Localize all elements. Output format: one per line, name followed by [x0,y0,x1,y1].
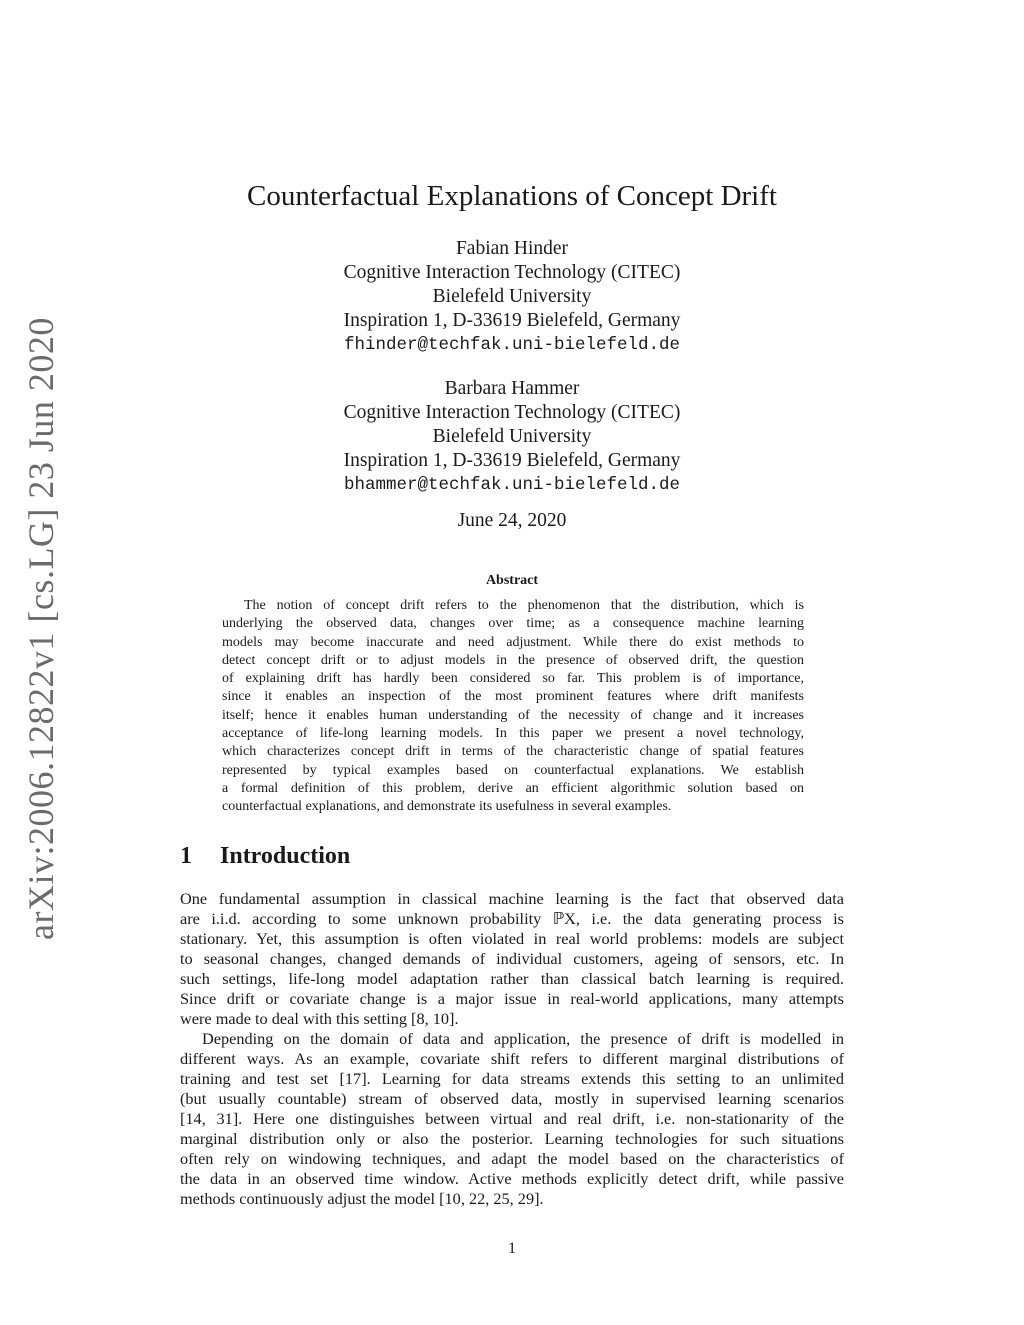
abstract-line: underlying the observed data, changes over time; as a consequence machine learning [222,616,804,632]
body-line: Since drift or covariate change is a major issue in real-world applications, many attempts [180,989,844,1008]
paper-title: Counterfactual Explanations of Concept Drift [247,180,777,212]
body-line: training and test set [17]. Learning for data streams extends this setting to an unlimited [180,1069,844,1088]
abstract-line: detect concept drift or to adjust models in the presence of observed drift, the question [222,652,804,668]
section-title: Introduction [220,843,351,869]
author-block-1 [0,237,1024,357]
abstract-line: which characterizes concept drift in terms of the characteristic change of spatial features [222,744,804,760]
abstract-body [222,597,804,817]
author-email: fhinder@techfak.uni-bielefeld.de [343,335,681,355]
section-number: 1 [180,843,192,869]
section-heading [180,843,350,870]
body-line: often rely on windowing techniques, and adapt the model based on the characteristics of [180,1149,844,1168]
author-university: Bielefeld University [432,286,592,307]
abstract-heading: Abstract [485,573,539,588]
abstract-line: The notion of concept drift refers to the phenomenon that the distribution, which is [244,598,804,613]
body-line: stationary. Yet, this assumption is often violated in real world problems: models are subject [180,929,844,948]
arxiv-identifier: arXiv:2006.12822v1 [cs.LG] 23 Jun 2020 [21,317,61,940]
body-line: to seasonal changes, changed demands of individual customers, ageing of sensors, etc. In [180,949,844,968]
abstract-line: represented by typical examples based on counterfactual explanations. We establish [222,762,804,778]
author-affiliation: Cognitive Interaction Technology (CITEC) [343,402,681,423]
body-line: different ways. As an example, covariate shift refers to different marginal distributions of [180,1049,844,1068]
abstract-line: since it enables an inspection of the most prominent features where drift manifests [222,689,804,705]
abstract-line: of explaining drift has hardly been considered so far. This problem is of importance, [222,671,804,687]
body-line: (but usually countable) stream of observed data, mostly in supervised learning scenarios [180,1089,844,1108]
publication-date: June 24, 2020 [457,510,567,531]
author-address: Inspiration 1, D-33619 Bielefeld, Germany [343,450,681,471]
body-line: Depending on the domain of data and application, the presence of drift is modelled in [202,1029,844,1048]
author-email: bhammer@techfak.uni-bielefeld.de [343,475,681,495]
body-line: were made to deal with this setting [8, 10]. [180,1009,459,1028]
author-affiliation: Cognitive Interaction Technology (CITEC) [343,262,681,283]
body-line: [14, 31]. Here one distinguishes between virtual and real drift, i.e. non-stationarity of the [180,1109,844,1128]
abstract-line: a formal definition of this problem, derive an efficient algorithmic solution based on [222,780,804,796]
introduction-body [180,889,844,1209]
author-block-2 [0,377,1024,497]
abstract-line: counterfactual explanations, and demonstrate its usefulness in several examples. [222,799,672,815]
body-line: such settings, life-long model adaptation rather than classical batch learning is required. [180,969,844,988]
author-name: Barbara Hammer [444,378,580,399]
author-address: Inspiration 1, D-33619 Bielefeld, Germany [343,310,681,331]
body-line: methods continuously adjust the model [10, 22, 25, 29]. [180,1189,544,1208]
abstract-line: acceptance of life-long learning models. In this paper we present a novel technology, [222,726,804,742]
abstract-line: models may become inaccurate and need adjustment. While there do exist methods to [222,634,804,650]
page-number: 1 [508,1240,516,1257]
body-line: marginal distribution only or also the posterior. Learning technologies for such situations [180,1129,844,1148]
abstract-line: itself; hence it enables human understanding of the necessity of change and it increases [222,707,804,723]
body-line: are i.i.d. according to some unknown probability ℙX, i.e. the data generating process is [180,909,844,928]
body-line: the data in an observed time window. Active methods explicitly detect drift, while passive [180,1169,844,1188]
body-line: One fundamental assumption in classical machine learning is the fact that observed data [180,889,844,908]
author-name: Fabian Hinder [455,238,569,259]
author-university: Bielefeld University [432,426,592,447]
